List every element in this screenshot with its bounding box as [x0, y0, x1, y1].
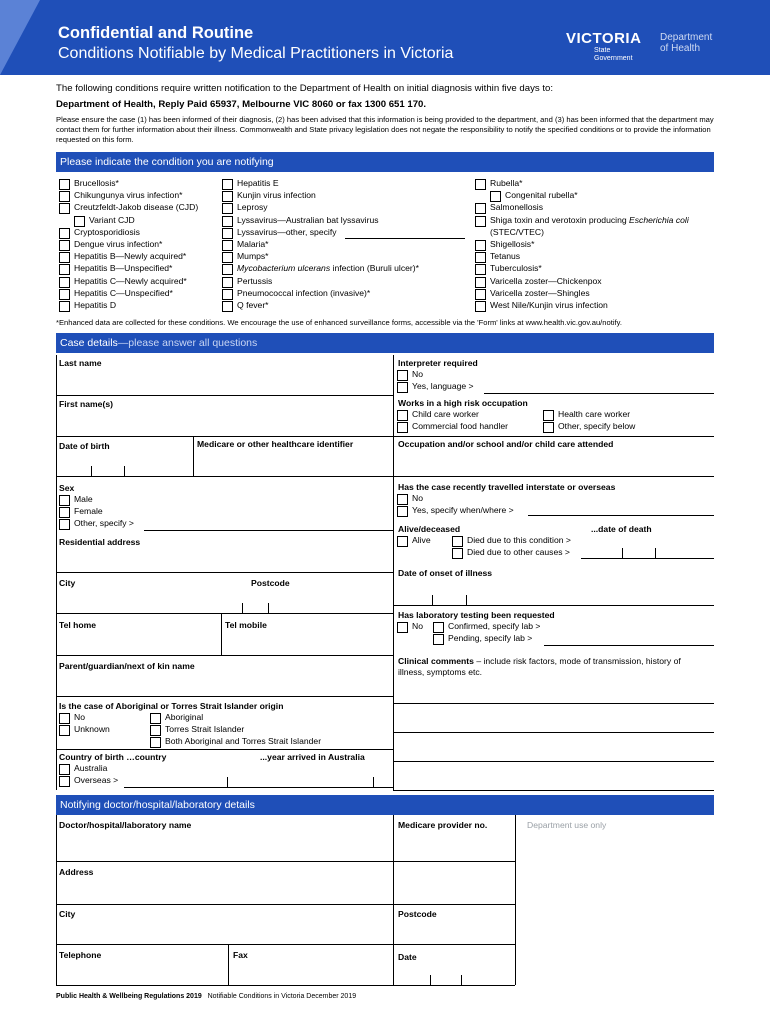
checkbox-label: No	[412, 493, 423, 503]
header-accent	[0, 0, 40, 75]
checkbox-label: Lyssavirus—Australian bat lyssavirus	[237, 214, 379, 225]
sex-other-line[interactable]	[144, 530, 393, 531]
tel-divider	[221, 613, 222, 655]
death-tick	[655, 548, 656, 558]
onset-line[interactable]	[393, 605, 714, 606]
checkbox[interactable]	[433, 622, 444, 633]
section-notifying-header: Notifying doctor/hospital/laboratory details	[56, 795, 714, 815]
checkbox[interactable]	[222, 216, 233, 227]
checkbox[interactable]	[397, 422, 408, 433]
checkbox[interactable]	[59, 519, 70, 530]
notify-left-border	[56, 815, 57, 985]
checkbox[interactable]	[475, 277, 486, 288]
clinical-line-4[interactable]	[393, 790, 714, 791]
doctor-label: Doctor/hospital/laboratory name	[59, 820, 192, 830]
dob-tick	[124, 466, 125, 476]
header-banner	[0, 0, 770, 75]
checkbox[interactable]	[222, 277, 233, 288]
dob-label: Date of birth	[59, 441, 110, 451]
checkbox-label: Other, specify >	[74, 518, 134, 528]
checkbox[interactable]	[59, 264, 70, 275]
checkbox[interactable]	[59, 507, 70, 518]
checkbox[interactable]	[475, 289, 486, 300]
checkbox-label: Varicella zoster—Chickenpox	[490, 275, 602, 286]
checkbox[interactable]	[222, 289, 233, 300]
occupation-line[interactable]	[393, 476, 714, 477]
checkbox-label: Unknown	[74, 724, 110, 734]
checkbox-label: Hepatitis B—Unspecified*	[74, 263, 173, 274]
checkbox[interactable]	[475, 203, 486, 214]
address-label: Address	[59, 867, 94, 877]
telephone-label: Telephone	[59, 950, 102, 960]
year-arrived-label: ...year arrived in Australia	[260, 752, 365, 762]
date-tick	[430, 975, 431, 985]
checkbox[interactable]	[543, 422, 554, 433]
year-tick	[227, 777, 228, 787]
clinical-line-1[interactable]	[393, 703, 714, 704]
condition-label-continued: (STEC/VTEC)	[490, 226, 544, 237]
clinical-line-2[interactable]	[393, 732, 714, 733]
checkbox[interactable]	[222, 252, 233, 263]
fax-label: Fax	[233, 950, 248, 960]
travel-where-line[interactable]	[528, 515, 714, 516]
checkbox[interactable]	[59, 725, 70, 736]
checkbox-label: Shiga toxin and verotoxin producing Escherichia coli	[490, 214, 689, 225]
checkbox[interactable]	[222, 301, 233, 312]
checkbox[interactable]	[59, 203, 70, 214]
dob-line[interactable]	[56, 476, 393, 477]
checkbox[interactable]	[452, 536, 463, 547]
country-birth-label: Country of birth …country	[59, 752, 167, 762]
postcode-tick	[268, 603, 269, 613]
checkbox-label: Health care worker	[558, 409, 631, 419]
date-death-label: ...date of death	[591, 524, 652, 534]
tel-mobile-label: Tel mobile	[225, 620, 267, 630]
checkbox-label: Yes, specify when/where >	[412, 505, 514, 515]
checkbox[interactable]	[397, 494, 408, 505]
form-title: Confidential and Routine	[58, 24, 254, 42]
checkbox-label: Both Aboriginal and Torres Strait Islander	[165, 736, 322, 746]
checkbox-label: Died due to this condition >	[467, 535, 571, 545]
checkbox-label: Yes, language >	[412, 381, 474, 391]
interpreter-label: Interpreter required	[398, 358, 478, 368]
checkbox-label: Australia	[74, 763, 108, 773]
postcode-tick	[242, 603, 243, 613]
checkbox[interactable]	[452, 548, 463, 559]
checkbox[interactable]	[543, 410, 554, 421]
death-tick	[622, 548, 623, 558]
checkbox-label: No	[74, 712, 85, 722]
privacy-note: Please ensure the case (1) has been informed of their diagnosis, (2) has been advised that this information is being provided to the department, and (3) has been informed that the department may contact them for further information about their illness. Commonwealth and State privacy legislation does not negate the responsibility to notify the specified conditions or to provide the information requested on this form.	[56, 115, 714, 144]
last-name-label: Last name	[59, 358, 102, 368]
notify-divider-2	[515, 815, 516, 985]
sex-label: Sex	[59, 483, 75, 493]
tel-home-label: Tel home	[59, 620, 97, 630]
date-tick	[461, 975, 462, 985]
checkbox-label: Confirmed, specify lab >	[448, 621, 541, 631]
checkbox[interactable]	[59, 191, 70, 202]
case-divider	[393, 355, 394, 790]
onset-label: Date of onset of illness	[398, 568, 493, 578]
city-line[interactable]	[56, 613, 393, 614]
checkbox-label: Rubella*	[490, 178, 523, 188]
victoria-logo-sub: State Government	[594, 47, 633, 62]
enhanced-data-note: *Enhanced data are collected for these conditions. We encourage the use of enhanced surveillance forms, accessible via the 'Form' links at www.health.vic.gov.au/notify.	[56, 318, 622, 327]
onset-tick	[466, 595, 467, 605]
checkbox-label: Lyssavirus—other, specify	[237, 226, 337, 237]
checkbox-label: Pertussis	[237, 275, 273, 286]
checkbox-label: Salmonellosis	[490, 202, 544, 213]
checkbox-label: Hepatitis E	[237, 178, 279, 188]
checkbox[interactable]	[475, 240, 486, 251]
checkbox-label: Leprosy	[237, 202, 268, 213]
checkbox-label: Overseas >	[74, 775, 119, 785]
checkbox[interactable]	[397, 370, 408, 381]
checkbox[interactable]	[150, 737, 161, 748]
checkbox-label: Mumps*	[237, 251, 269, 262]
checkbox[interactable]	[397, 622, 408, 633]
checkbox[interactable]	[433, 634, 444, 645]
checkbox[interactable]	[222, 179, 233, 190]
language-line[interactable]	[484, 393, 714, 394]
checkbox-label: Hepatitis C—Unspecified*	[74, 287, 173, 298]
section-condition-header: Please indicate the condition you are notifying	[56, 152, 714, 172]
checkbox-label: Female	[74, 506, 103, 516]
medicare-label: Medicare or other healthcare identifier	[197, 439, 354, 449]
checkbox[interactable]	[397, 536, 408, 547]
checkbox[interactable]	[59, 301, 70, 312]
case-details-title: Case details	[60, 337, 118, 349]
checkbox[interactable]	[397, 382, 408, 393]
telephone-line[interactable]	[56, 985, 515, 986]
checkbox[interactable]	[59, 240, 70, 251]
travelled-label: Has the case recently travelled interstate or overseas	[398, 482, 616, 492]
footer: Public Health & Wellbeing Regulations 2019 Notifiable Conditions in Victoria December 2019	[56, 993, 357, 1000]
dob-tick	[91, 466, 92, 476]
checkbox[interactable]	[475, 301, 486, 312]
checkbox-label: Brucellosis*	[74, 178, 119, 188]
checkbox[interactable]	[222, 264, 233, 275]
checkbox[interactable]	[475, 216, 486, 227]
checkbox[interactable]	[222, 191, 233, 202]
tel-fax-divider	[228, 944, 229, 985]
checkbox[interactable]	[59, 252, 70, 263]
section-case-header	[56, 333, 714, 353]
doctor-line[interactable]	[56, 861, 515, 862]
checkbox-label: Died due to other causes >	[467, 547, 570, 557]
clinical-line-3[interactable]	[393, 761, 714, 762]
onset-tick	[432, 595, 433, 605]
checkbox-label: Varicella zoster—Shingles	[490, 287, 590, 298]
checkbox-label: Dengue virus infection*	[74, 239, 163, 249]
date-label: Date	[398, 952, 417, 962]
first-name-line[interactable]	[56, 436, 393, 437]
checkbox[interactable]	[74, 216, 85, 227]
address-line[interactable]	[56, 904, 515, 905]
checkbox-label: Torres Strait Islander	[165, 724, 245, 734]
checkbox-label: Commercial food handler	[412, 421, 509, 431]
checkbox[interactable]	[59, 764, 70, 775]
checkbox-label: Malaria*	[237, 239, 269, 249]
tel-line[interactable]	[56, 655, 393, 656]
checkbox[interactable]	[59, 277, 70, 288]
checkbox[interactable]	[222, 203, 233, 214]
checkbox-label: West Nile/Kunjin virus infection	[490, 300, 608, 310]
checkbox-label: Aboriginal	[165, 712, 204, 722]
department-logo-text: Department of Health	[660, 32, 713, 54]
checkbox[interactable]	[150, 725, 161, 736]
lab-label: Has laboratory testing been requested	[398, 610, 555, 620]
occupation-label: Occupation and/or school and/or child care attended	[398, 439, 614, 449]
checkbox-label: Q fever*	[237, 300, 269, 310]
checkbox[interactable]	[222, 240, 233, 251]
clinical-comments-label: Clinical comments – include risk factors, mode of transmission, history of	[398, 656, 681, 666]
residential-label: Residential address	[59, 537, 141, 547]
checkbox-label: Hepatitis B—Newly acquired*	[74, 251, 187, 262]
checkbox[interactable]	[475, 252, 486, 263]
checkbox-label: Tetanus	[490, 251, 521, 262]
checkbox[interactable]	[475, 179, 486, 190]
date-death-line[interactable]	[581, 558, 714, 559]
parent-label: Parent/guardian/next of kin name	[59, 661, 195, 671]
high-risk-label: Works in a high risk occupation	[398, 398, 528, 408]
notify-divider	[393, 815, 394, 985]
checkbox-label: Mycobacterium ulcerans infection (Buruli ulcer)*	[237, 263, 419, 274]
checkbox[interactable]	[397, 506, 408, 517]
dob-divider	[193, 436, 194, 476]
checkbox-label: Hepatitis C—Newly acquired*	[74, 275, 187, 286]
case-details-subtitle: —please answer all questions	[117, 337, 258, 349]
postcode-label: Postcode	[251, 578, 290, 588]
overseas-line[interactable]	[124, 787, 393, 788]
city-label: City	[59, 578, 76, 588]
checkbox-label: Pneumococcal infection (invasive)*	[237, 287, 371, 298]
checkbox-label: Child care worker	[412, 409, 479, 419]
city-postcode-line[interactable]	[56, 944, 515, 945]
reply-address: Department of Health, Reply Paid 65937, Melbourne VIC 8060 or fax 1300 651 170.	[56, 99, 427, 110]
intro-text: The following conditions require written notification to the Department of Health on initial diagnosis within five days to:	[56, 83, 554, 94]
residential-line[interactable]	[56, 572, 393, 573]
checkbox[interactable]	[222, 228, 233, 239]
year-tick	[373, 777, 374, 787]
aboriginal-question: Is the case of Aboriginal or Torres Strait Islander origin	[59, 701, 284, 711]
checkbox-label: Male	[74, 494, 93, 504]
checkbox-label: Kunjin virus infection	[237, 190, 316, 201]
checkbox[interactable]	[59, 289, 70, 300]
checkbox-label: Creutzfeldt-Jakob disease (CJD)	[74, 202, 199, 213]
last-name-line[interactable]	[56, 395, 393, 396]
checkbox[interactable]	[397, 410, 408, 421]
checkbox-label: Other, specify below	[558, 421, 636, 431]
provider-label: Medicare provider no.	[398, 820, 488, 830]
notify-city-label: City	[59, 909, 76, 919]
checkbox-label: No	[412, 369, 423, 379]
checkbox-label: Congenital rubella*	[505, 190, 578, 201]
lab-line[interactable]	[544, 645, 714, 646]
checkbox-label: No	[412, 621, 423, 631]
checkbox-label: Shigellosis*	[490, 239, 535, 249]
parent-line[interactable]	[56, 696, 393, 697]
aboriginal-line	[56, 749, 393, 750]
first-name-label: First name(s)	[59, 399, 113, 409]
checkbox[interactable]	[475, 264, 486, 275]
victoria-logo: VICTORIA	[566, 30, 642, 47]
department-use-label: Department use only	[527, 820, 607, 830]
checkbox[interactable]	[59, 713, 70, 724]
checkbox-label: Cryptosporidiosis	[74, 226, 140, 237]
checkbox[interactable]	[59, 776, 70, 787]
form-subtitle: Conditions Notifiable by Medical Practitioners in Victoria	[58, 45, 454, 62]
clinical-comments-sub: illness, symptoms etc.	[398, 667, 483, 677]
checkbox[interactable]	[59, 179, 70, 190]
checkbox[interactable]	[59, 495, 70, 506]
checkbox[interactable]	[59, 228, 70, 239]
lyssavirus-specify-line[interactable]	[345, 238, 465, 239]
notify-postcode-label: Postcode	[398, 909, 437, 919]
checkbox[interactable]	[490, 191, 501, 202]
checkbox-label: Pending, specify lab >	[448, 633, 533, 643]
checkbox-label: Hepatitis D	[74, 300, 117, 310]
checkbox-label: Chikungunya virus infection*	[74, 190, 183, 201]
checkbox-label: Alive	[412, 535, 431, 545]
checkbox-label: Variant CJD	[89, 214, 135, 225]
alive-label: Alive/deceased	[398, 524, 461, 534]
checkbox[interactable]	[150, 713, 161, 724]
checkbox-label: Tuberculosis*	[490, 263, 542, 274]
risk-line	[393, 436, 714, 437]
